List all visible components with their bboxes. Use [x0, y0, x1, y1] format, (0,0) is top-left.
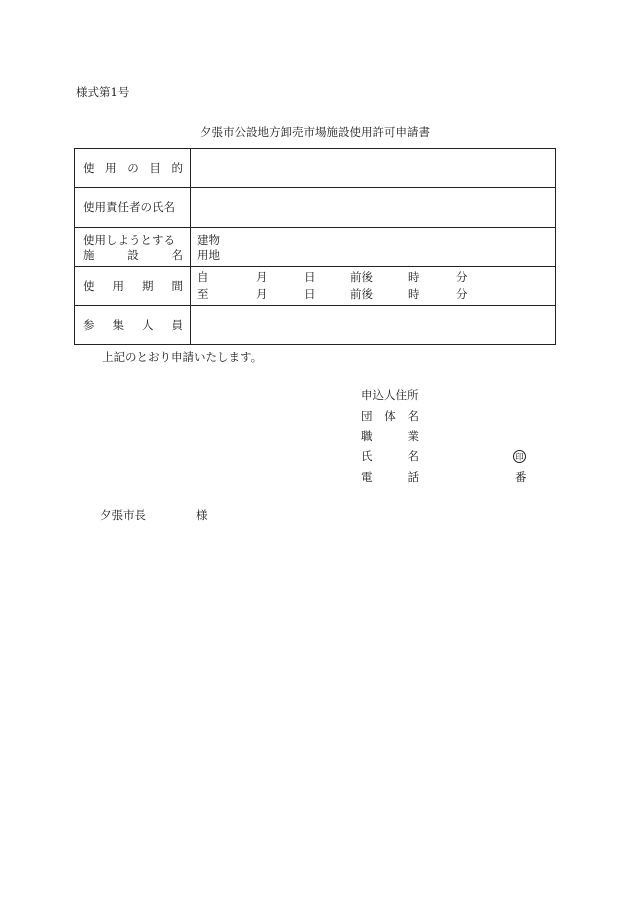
period-from-day: 日 — [304, 270, 316, 284]
period-to-month: 月 — [256, 287, 268, 301]
period-to-ampm: 前後 — [350, 287, 373, 301]
period-to-prefix: 至 — [197, 287, 209, 301]
period-from-ampm: 前後 — [350, 270, 373, 284]
row-divider — [74, 227, 556, 228]
seal-mark-icon: 印 — [513, 450, 526, 463]
applicant-address-label: 申込人住所 — [361, 388, 419, 402]
period-to-hour: 時 — [408, 287, 420, 301]
row-divider — [74, 187, 556, 188]
attendees-field[interactable] — [192, 307, 554, 344]
period-from-hour: 時 — [408, 270, 420, 284]
group-name-label: 団 体 名 — [361, 409, 419, 423]
row-divider — [74, 266, 556, 267]
application-statement: 上記のとおり申請いたします。 — [102, 350, 263, 364]
facility-option-land[interactable]: 用地 — [197, 248, 220, 262]
phone-label: 電 話 — [361, 470, 419, 484]
form-number: 様式第1号 — [76, 85, 130, 99]
row-divider — [74, 305, 556, 306]
period-from-minute: 分 — [456, 270, 468, 284]
document-title: 夕張市公設地方卸売市場施設使用許可申請書 — [200, 125, 430, 139]
facility-label-line2: 施 設 名 — [83, 248, 183, 262]
purpose-field[interactable] — [192, 150, 554, 185]
facility-label-line1: 使用しようとする — [83, 233, 175, 247]
period-to-minute: 分 — [456, 287, 468, 301]
period-to-day: 日 — [304, 287, 316, 301]
period-label: 使 用 期 間 — [83, 279, 183, 293]
column-divider — [190, 148, 191, 345]
addressee-honorific: 様 — [196, 508, 208, 522]
applicant-name-label: 氏 名 — [361, 449, 419, 463]
attendees-label: 参 集 人 員 — [83, 318, 183, 332]
purpose-label: 使 用 の 目 的 — [83, 161, 183, 175]
period-from-month: 月 — [256, 270, 268, 284]
responsible-person-label: 使用責任者の氏名 — [83, 200, 175, 214]
responsible-person-field[interactable] — [192, 189, 554, 225]
addressee-title: 夕張市長 — [100, 508, 146, 522]
facility-option-building[interactable]: 建物 — [197, 233, 220, 247]
occupation-label: 職 業 — [361, 429, 419, 443]
phone-number-suffix: 番 — [515, 470, 527, 484]
period-from-prefix: 自 — [197, 270, 209, 284]
